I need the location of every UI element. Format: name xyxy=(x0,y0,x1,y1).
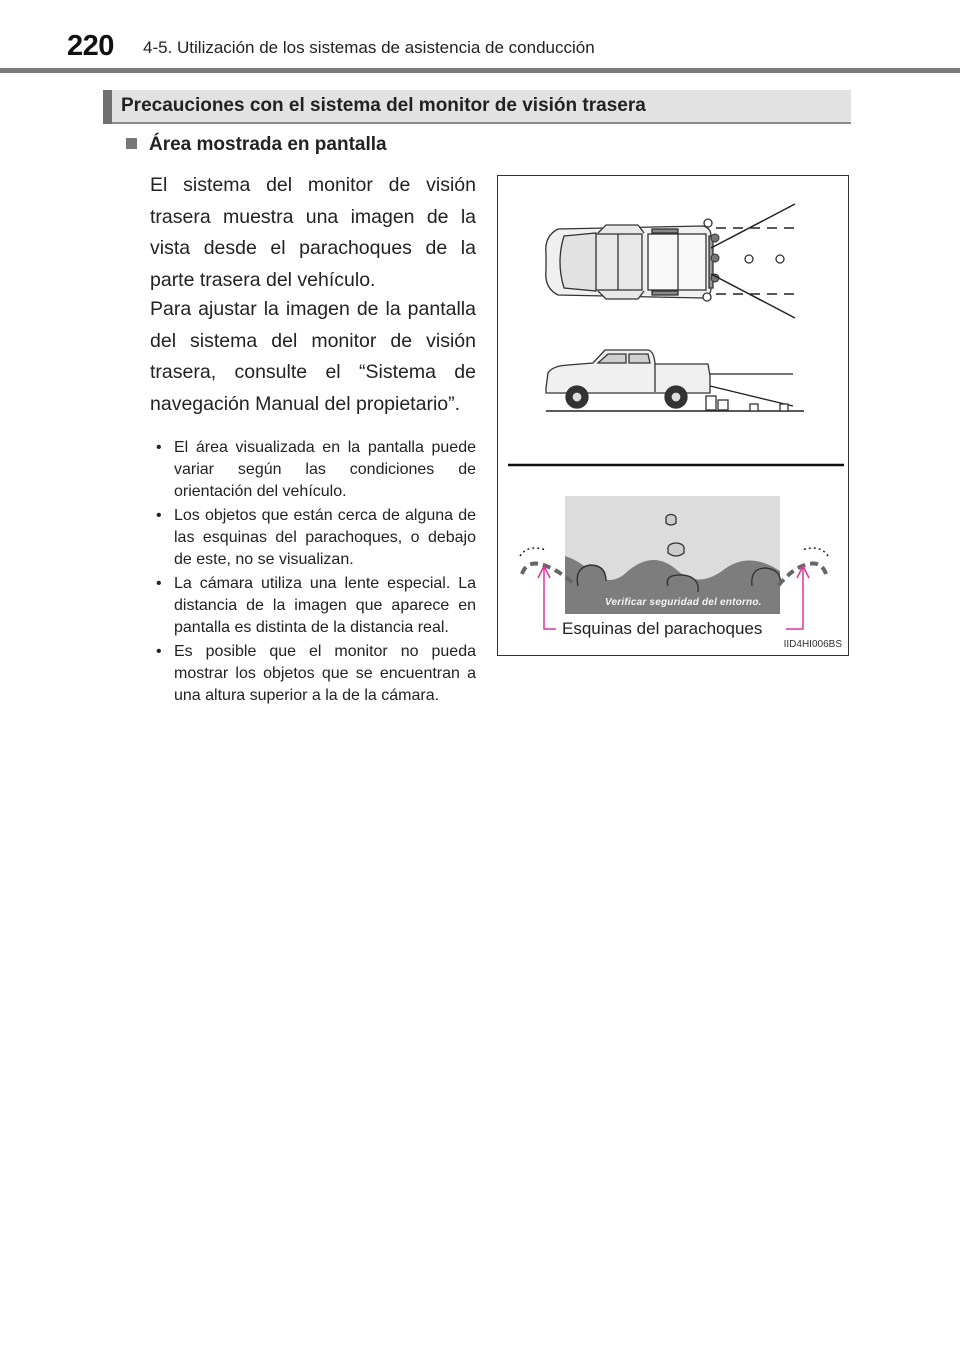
bullet-dot-icon: • xyxy=(156,507,162,524)
square-bullet-icon xyxy=(126,138,137,149)
paragraph-2: Para ajustar la imagen de la pantalla del sistema del monitor de visión trasera, consulte el “Sistema de navegación Manual del propietario”. xyxy=(150,298,476,415)
view-area-lines xyxy=(711,204,798,318)
bullet-dot-icon: • xyxy=(156,575,162,592)
truck-side-view xyxy=(546,350,804,411)
page-number: 220 xyxy=(67,30,114,62)
note-item xyxy=(154,641,476,707)
rear-view-figure xyxy=(497,175,849,656)
note-item xyxy=(154,437,476,503)
figure-code: IID4HI006BS xyxy=(783,639,842,650)
truck-top-view xyxy=(546,225,713,299)
bullet-dot-icon: • xyxy=(156,643,162,660)
bullet-dot-icon: • xyxy=(156,439,162,456)
figure-illustration xyxy=(498,176,850,657)
note-item xyxy=(154,505,476,571)
paragraph-1: El sistema del monitor de visión trasera muestra una imagen de la vista desde el parachoques de la parte trasera del vehículo. xyxy=(150,174,476,291)
section-banner xyxy=(103,90,851,124)
bumper-corners-callout: Esquinas del parachoques xyxy=(559,619,765,639)
note-text: El área visualizada en la pantalla puede variar según las condiciones de orientación del vehículo. xyxy=(174,439,476,500)
note-text: La cámara utiliza una lente especial. La distancia de la imagen que aparece en pantalla es distinta de la distancia real. xyxy=(174,575,476,636)
chapter-title: 4-5. Utilización de los sistemas de asistencia de conducción xyxy=(143,38,595,57)
section-banner-bar xyxy=(103,90,112,124)
section-title: Precauciones con el sistema del monitor de visión trasera xyxy=(121,95,646,116)
note-text: Es posible que el monitor no pueda mostrar los objetos que se encuentran a una altura superior a la de la cámara. xyxy=(174,643,476,704)
screen-message: Verificar seguridad del entorno. xyxy=(605,597,762,608)
subsection-title: Área mostrada en pantalla xyxy=(149,134,387,155)
note-item xyxy=(154,573,476,639)
notes-list xyxy=(154,437,476,709)
note-text: Los objetos que están cerca de alguna de las esquinas del parachoques, o debajo de este, no se visualizan. xyxy=(174,507,476,568)
header-rule xyxy=(0,68,960,73)
subsection-heading xyxy=(126,134,387,156)
